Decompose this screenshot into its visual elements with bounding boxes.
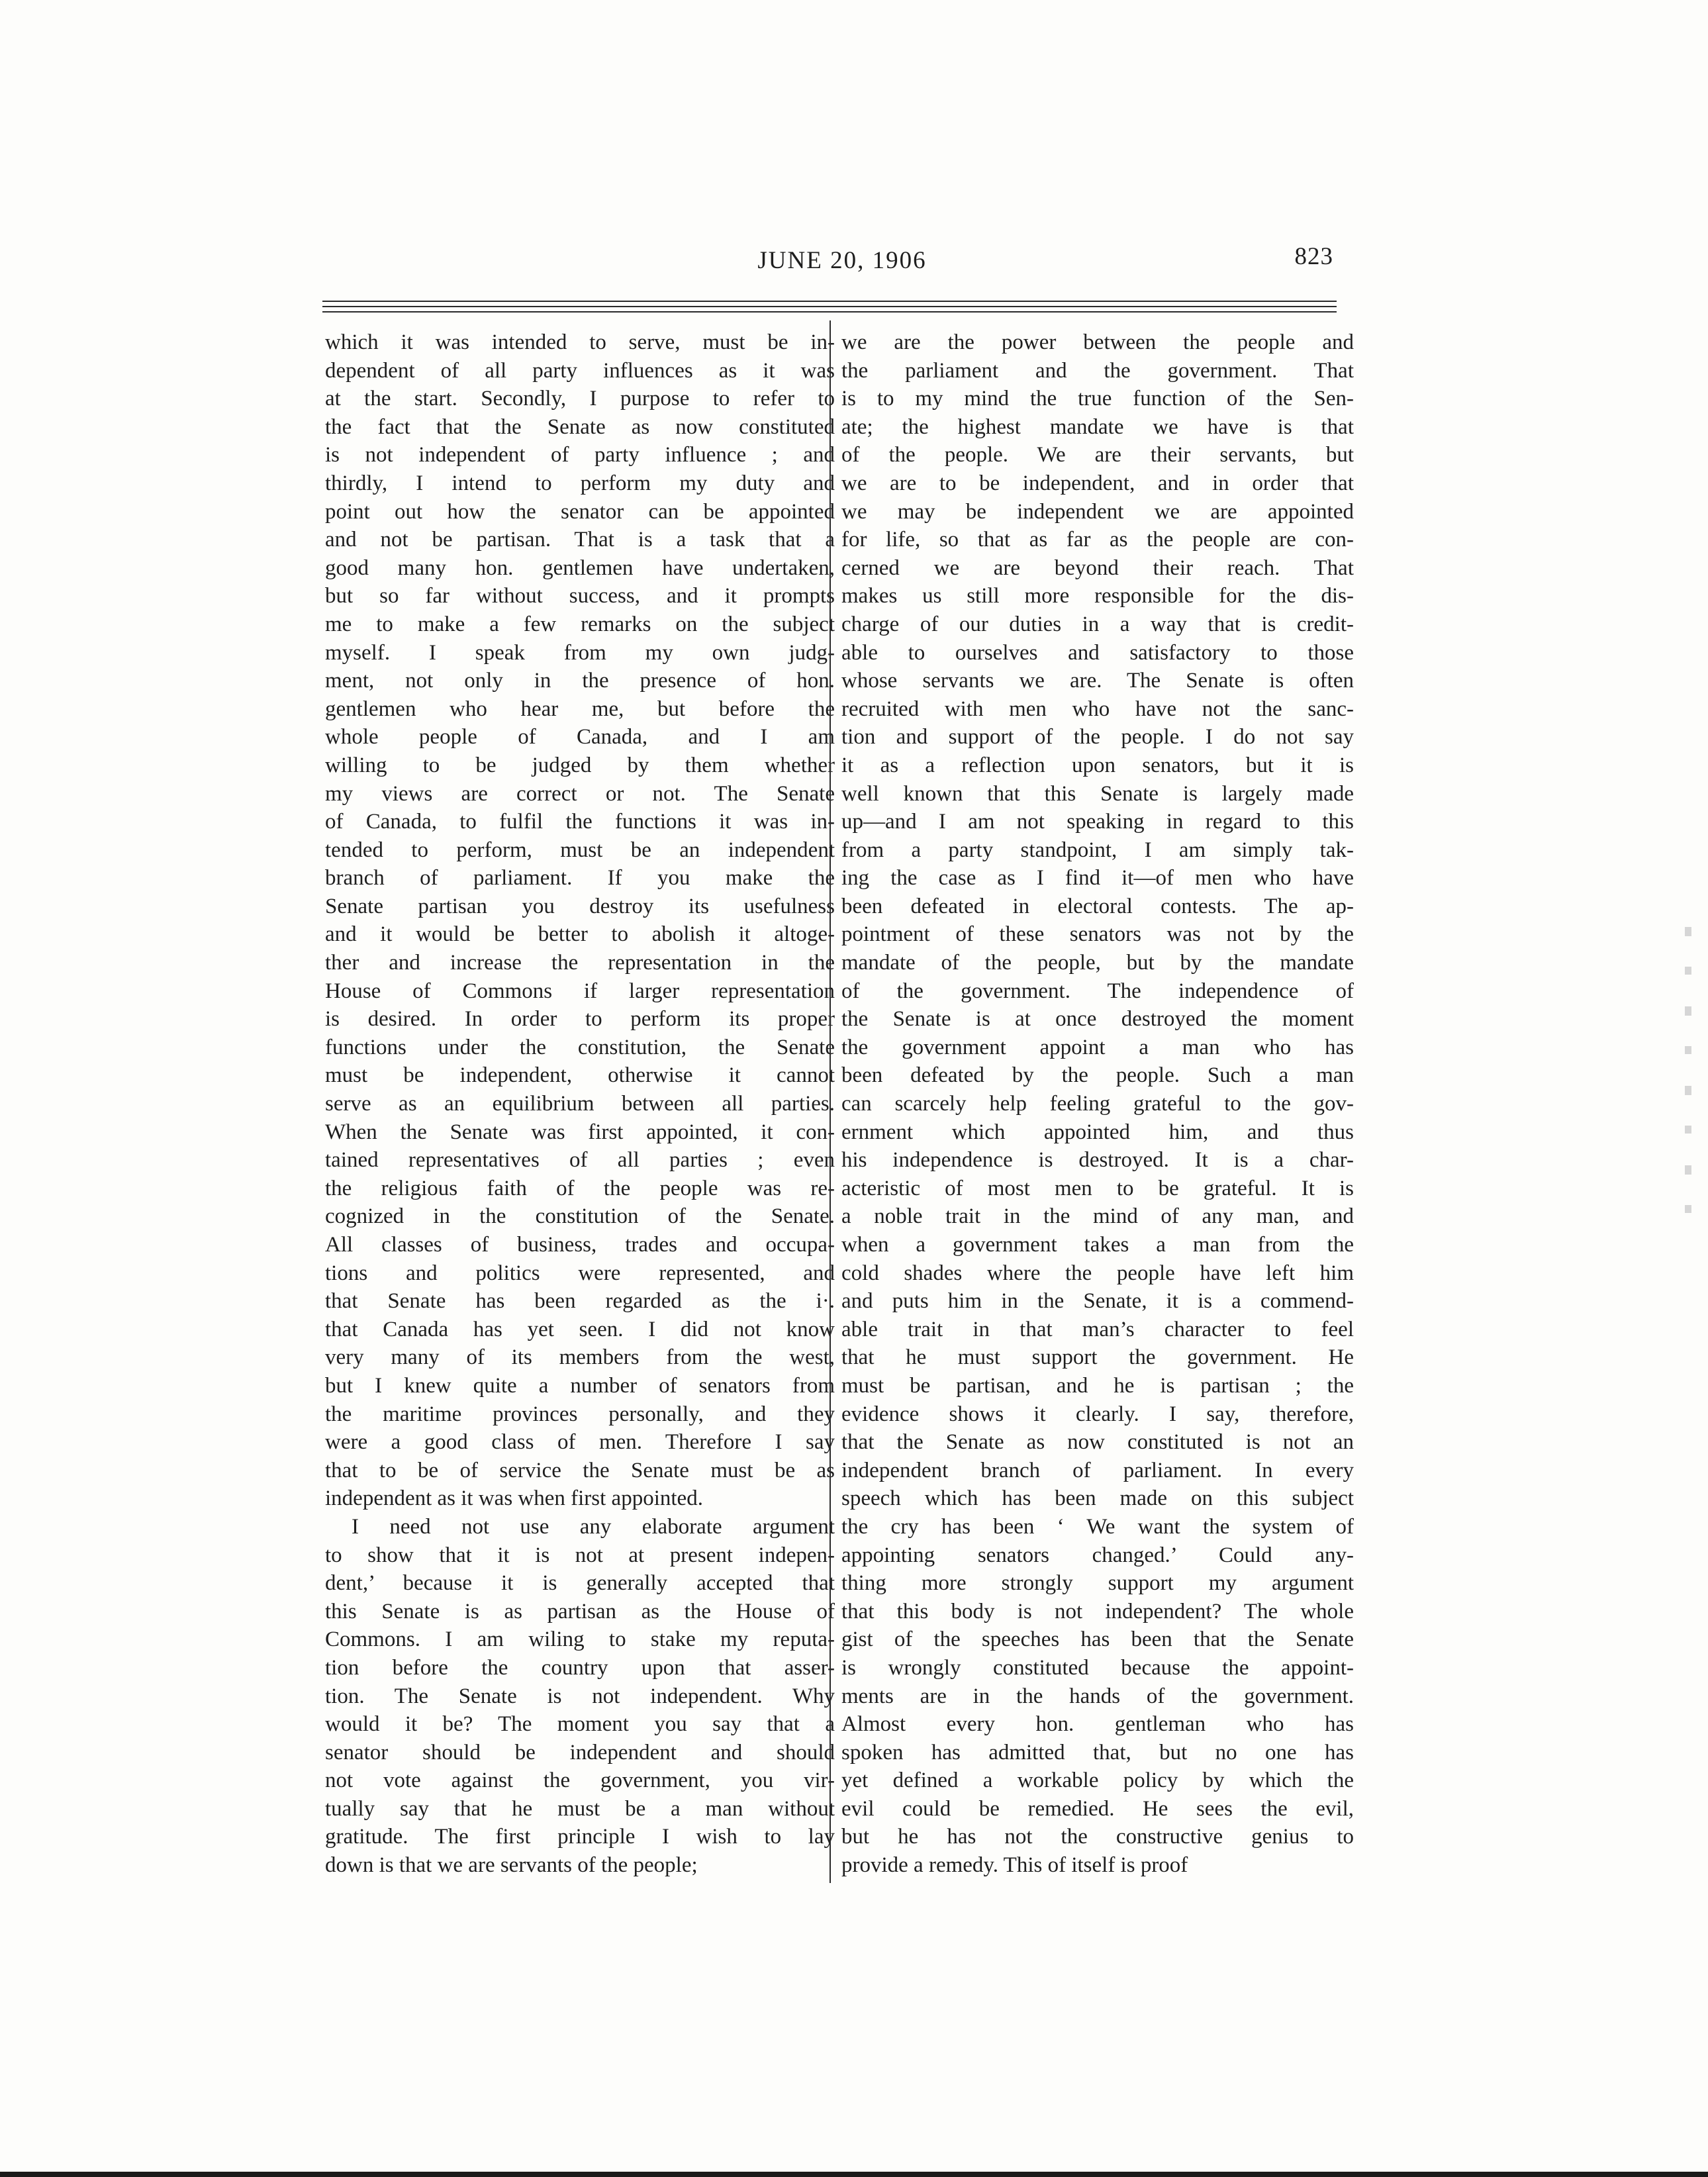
text-line: it as a reflection upon senators, but it is xyxy=(841,753,1354,777)
text-line: well known that this Senate is largely made xyxy=(841,781,1354,806)
scan-artifact xyxy=(1685,1126,1691,1134)
text-line: me to make a few remarks on the subject xyxy=(325,612,835,636)
text-line: the cry has been ‘ We want the system of xyxy=(841,1514,1354,1539)
text-line: not vote against the government, you vir- xyxy=(325,1768,835,1793)
text-line: is not independent of party influence ; and xyxy=(325,443,835,467)
text-line: the government appoint a man who has xyxy=(841,1035,1354,1059)
text-line: evidence shows it clearly. I say, therefore, xyxy=(841,1402,1354,1426)
text-line: ate; the highest mandate we have is that xyxy=(841,414,1354,439)
text-line: a noble trait in the mind of any man, and xyxy=(841,1204,1354,1229)
text-line: mandate of the people, but by the mandate xyxy=(841,951,1354,975)
text-line: tion and support of the people. I do not say xyxy=(841,725,1354,750)
text-line: but I knew quite a number of senators from xyxy=(325,1373,835,1398)
text-line: House of Commons if larger representation xyxy=(325,979,835,1003)
text-line: of Canada, to fulfil the functions it was in- xyxy=(325,810,835,834)
text-line: ther and increase the representation in the xyxy=(325,951,835,975)
text-line: willing to be judged by them whether xyxy=(325,753,835,777)
text-line: thing more strongly support my argument xyxy=(841,1571,1354,1596)
text-line: that to be of service the Senate must be as xyxy=(325,1458,835,1482)
header-rule-bottom xyxy=(322,311,1337,313)
text-line: ernment which appointed him, and thus xyxy=(841,1120,1354,1144)
text-line: his independence is destroyed. It is a char- xyxy=(841,1148,1354,1173)
text-line: tion before the country upon that asser- xyxy=(325,1655,835,1680)
text-line: and it would be better to abolish it altoge- xyxy=(325,922,835,947)
text-line: down is that we are servants of the people; xyxy=(325,1853,698,1878)
text-line: provide a remedy. This of itself is proof xyxy=(841,1853,1188,1878)
page-number: 823 xyxy=(1294,243,1333,270)
scan-artifact xyxy=(1685,1205,1691,1213)
text-line: but he has not the constructive genius to xyxy=(841,1825,1354,1849)
text-line: cerned we are beyond their reach. That xyxy=(841,556,1354,580)
text-line: is desired. In order to perform its proper xyxy=(325,1007,835,1032)
text-line: been defeated in electoral contests. The ap- xyxy=(841,894,1354,918)
header-rule-top xyxy=(322,301,1337,302)
text-line: that this body is not independent? The whole xyxy=(841,1599,1354,1623)
text-line: Almost every hon. gentleman who has xyxy=(841,1712,1354,1737)
text-line: makes us still more responsible for the dis- xyxy=(841,584,1354,608)
text-line: appointing senators changed.’ Could any- xyxy=(841,1543,1354,1567)
text-line: we are to be independent, and in order that xyxy=(841,471,1354,495)
text-line: charge of our duties in a way that is credit- xyxy=(841,612,1354,636)
page-date-header: JUNE 20, 1906 xyxy=(757,247,927,274)
left-text-column xyxy=(325,328,835,1880)
text-line: very many of its members from the west, xyxy=(325,1345,835,1370)
text-line: is to my mind the true function of the Sen- xyxy=(841,387,1354,411)
text-line: gentlemen who hear me, but before the xyxy=(325,697,835,721)
text-line: spoken has admitted that, but no one has xyxy=(841,1740,1354,1765)
text-line: serve as an equilibrium between all parties. xyxy=(325,1092,835,1116)
text-line: recruited with men who have not the sanc- xyxy=(841,697,1354,721)
text-line: good many hon. gentlemen have undertaken, xyxy=(325,556,835,580)
text-line: the maritime provinces personally, and they xyxy=(325,1402,835,1426)
text-line: pointment of these senators was not by the xyxy=(841,922,1354,947)
text-line: senator should be independent and should xyxy=(325,1740,835,1765)
text-line: we are the power between the people and xyxy=(841,330,1354,354)
text-line: and puts him in the Senate, it is a commend- xyxy=(841,1289,1354,1314)
text-line: independent as it was when first appointed. xyxy=(325,1486,703,1511)
text-line: that he must support the government. He xyxy=(841,1345,1354,1370)
text-line: of the government. The independence of xyxy=(841,979,1354,1003)
text-line: tually say that he must be a man without xyxy=(325,1796,835,1821)
text-line: up—and I am not speaking in regard to this xyxy=(841,810,1354,834)
text-line: that the Senate as now constituted is not an xyxy=(841,1430,1354,1455)
text-line: evil could be remedied. He sees the evil, xyxy=(841,1796,1354,1821)
text-line: thirdly, I intend to perform my duty and xyxy=(325,471,835,495)
text-line: tions and politics were represented, and xyxy=(325,1261,835,1285)
text-line: but so far without success, and it prompts xyxy=(325,584,835,608)
text-line: independent branch of parliament. In every xyxy=(841,1458,1354,1482)
text-line: when a government takes a man from the xyxy=(841,1233,1354,1257)
header-rule-middle xyxy=(322,306,1337,307)
text-line: this Senate is as partisan as the House of xyxy=(325,1599,835,1623)
text-line: the parliament and the government. That xyxy=(841,358,1354,383)
text-line: functions under the constitution, the Senate xyxy=(325,1035,835,1059)
text-line: which it was intended to serve, must be in- xyxy=(325,330,835,354)
text-line: at the start. Secondly, I purpose to refer to xyxy=(325,387,835,411)
text-line: the fact that the Senate as now constituted xyxy=(325,414,835,439)
text-line: ment, not only in the presence of hon. xyxy=(325,669,835,693)
scan-artifact xyxy=(1685,927,1691,936)
text-line: gist of the speeches has been that the Senate xyxy=(841,1627,1354,1652)
right-text-column xyxy=(841,328,1354,1880)
text-line: cognized in the constitution of the Senate. xyxy=(325,1204,835,1229)
text-line: that Canada has yet seen. I did not know xyxy=(325,1317,835,1341)
text-line: yet defined a workable policy by which the xyxy=(841,1768,1354,1793)
text-line: point out how the senator can be appointed xyxy=(325,499,835,524)
scan-bottom-edge xyxy=(0,2172,1708,2177)
text-line: the religious faith of the people was re- xyxy=(325,1176,835,1200)
text-line: of the people. We are their servants, but xyxy=(841,443,1354,467)
text-line: were a good class of men. Therefore I say xyxy=(325,1430,835,1455)
text-line: must be independent, otherwise it cannot xyxy=(325,1063,835,1088)
text-line: I need not use any elaborate argument xyxy=(352,1514,835,1539)
column-divider xyxy=(830,320,831,1883)
text-line: speech which has been made on this subject xyxy=(841,1486,1354,1511)
text-line: ments are in the hands of the government. xyxy=(841,1684,1354,1708)
text-line: When the Senate was first appointed, it con- xyxy=(325,1120,835,1144)
text-line: tended to perform, must be an independent xyxy=(325,838,835,862)
scan-artifact xyxy=(1685,967,1691,975)
text-line: from a party standpoint, I am simply tak- xyxy=(841,838,1354,862)
text-line: to show that it is not at present indepen- xyxy=(325,1543,835,1567)
text-line: that Senate has been regarded as the i·. xyxy=(325,1289,835,1314)
text-line: Commons. I am wiling to stake my reputa- xyxy=(325,1627,835,1652)
text-line: must be partisan, and he is partisan ; the xyxy=(841,1373,1354,1398)
text-line: ing the case as I find it—of men who have xyxy=(841,866,1354,891)
text-line: whole people of Canada, and I am xyxy=(325,725,835,750)
text-line: branch of parliament. If you make the xyxy=(325,866,835,891)
text-line: my views are correct or not. The Senate xyxy=(325,781,835,806)
text-line: Senate partisan you destroy its usefulness xyxy=(325,894,835,918)
text-line: tained representatives of all parties ; even xyxy=(325,1148,835,1173)
text-line: whose servants we are. The Senate is often xyxy=(841,669,1354,693)
text-line: would it be? The moment you say that a xyxy=(325,1712,835,1737)
text-line: gratitude. The first principle I wish to lay xyxy=(325,1825,835,1849)
scan-artifact xyxy=(1685,1165,1691,1175)
text-line: cold shades where the people have left him xyxy=(841,1261,1354,1285)
text-line: tion. The Senate is not independent. Why xyxy=(325,1684,835,1708)
text-line: we may be independent we are appointed xyxy=(841,499,1354,524)
text-line: All classes of business, trades and occupa- xyxy=(325,1233,835,1257)
text-line: dent,’ because it is generally accepted that xyxy=(325,1571,835,1596)
text-line: been defeated by the people. Such a man xyxy=(841,1063,1354,1088)
text-line: the Senate is at once destroyed the moment xyxy=(841,1007,1354,1032)
scan-artifact xyxy=(1685,1086,1691,1095)
text-line: able trait in that man’s character to feel xyxy=(841,1317,1354,1341)
text-line: dependent of all party influences as it was xyxy=(325,358,835,383)
text-line: is wrongly constituted because the appoint- xyxy=(841,1655,1354,1680)
text-line: and not be partisan. That is a task that a xyxy=(325,528,835,552)
text-line: for life, so that as far as the people are con- xyxy=(841,528,1354,552)
text-line: can scarcely help feeling grateful to the gov- xyxy=(841,1092,1354,1116)
scan-artifact xyxy=(1685,1046,1691,1054)
text-line: myself. I speak from my own judg- xyxy=(325,640,835,665)
text-line: able to ourselves and satisfactory to those xyxy=(841,640,1354,665)
text-line: acteristic of most men to be grateful. It is xyxy=(841,1176,1354,1200)
scan-artifact xyxy=(1685,1006,1691,1016)
